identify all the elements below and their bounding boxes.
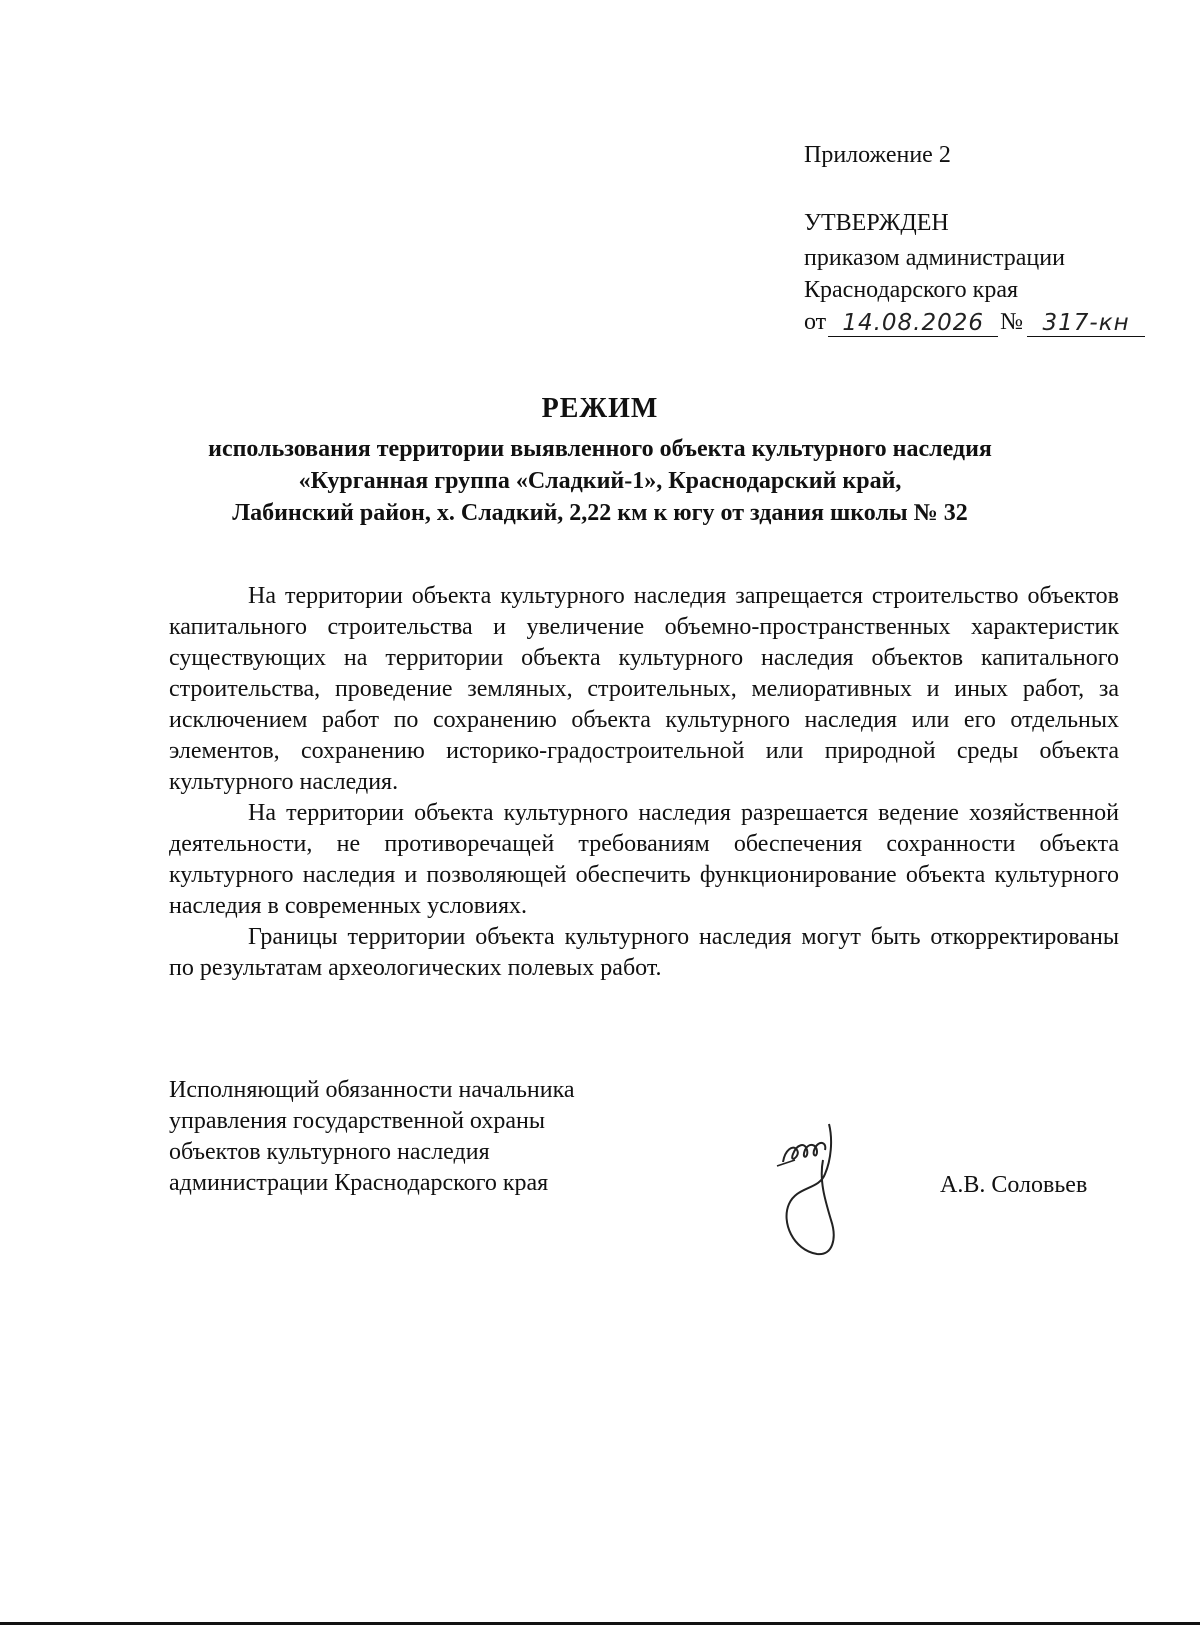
position-line: администрации Краснодарского края [169,1170,549,1196]
region-text: Краснодарского края [804,277,1019,303]
signatory-name: А.В. Соловьев [940,1172,1088,1198]
position-line: объектов культурного наследия [169,1139,490,1165]
body-paragraph: На территории объекта культурного наследия разрешается ведение хозяйственной деятельности, не противоречащей требованиям обеспечения сохранности объекта культурного наследия и позволяющей обеспечить функционирование объекта культурного наследия в современных условиях. [169,800,1119,919]
subtitle-line: использования территории выявленного объекта культурного наследия [208,436,992,462]
document-body [169,581,1119,984]
approved-by-text: приказом администрации [804,245,1065,271]
approved-label: УТВЕРЖДЕН [804,210,949,236]
appendix-label: Приложение 2 [804,142,951,168]
body-paragraph: На территории объекта культурного наследия запрещается строительство объектов капитального строительства и увеличение объемно-пространственных характеристик существующих на территории объекта культурного наследия объектов капитального строительства, проведение земляных, строительных, мелиоративных и иных работ, за исключением работ по сохранению объекта культурного наследия или его отдельных элементов, сохранению историко-градостроительной или природной среды объекта культурного наследия. [169,583,1119,795]
document-subtitle [0,433,1200,529]
body-paragraph: Границы территории объекта культурного наследия могут быть откорректированы по результатам археологических полевых работ. [169,924,1119,981]
subtitle-line: Лабинский район, х. Сладкий, 2,22 км к югу от здания школы № 32 [232,500,968,526]
subtitle-line: «Курганная группа «Сладкий-1», Краснодарский край, [298,468,902,494]
order-reference [804,307,1145,337]
document-title: РЕЖИМ [541,393,659,424]
position-line: Исполняющий обязанности начальника [169,1077,575,1103]
handwritten-signature [775,1120,865,1260]
order-date: 14.08.2026 [828,310,998,337]
order-number: 317-кн [1027,310,1145,337]
order-prefix: от [804,309,827,335]
position-line: управления государственной охраны [169,1108,545,1134]
order-number-label: № [1000,309,1024,335]
signatory-position [169,1075,689,1199]
